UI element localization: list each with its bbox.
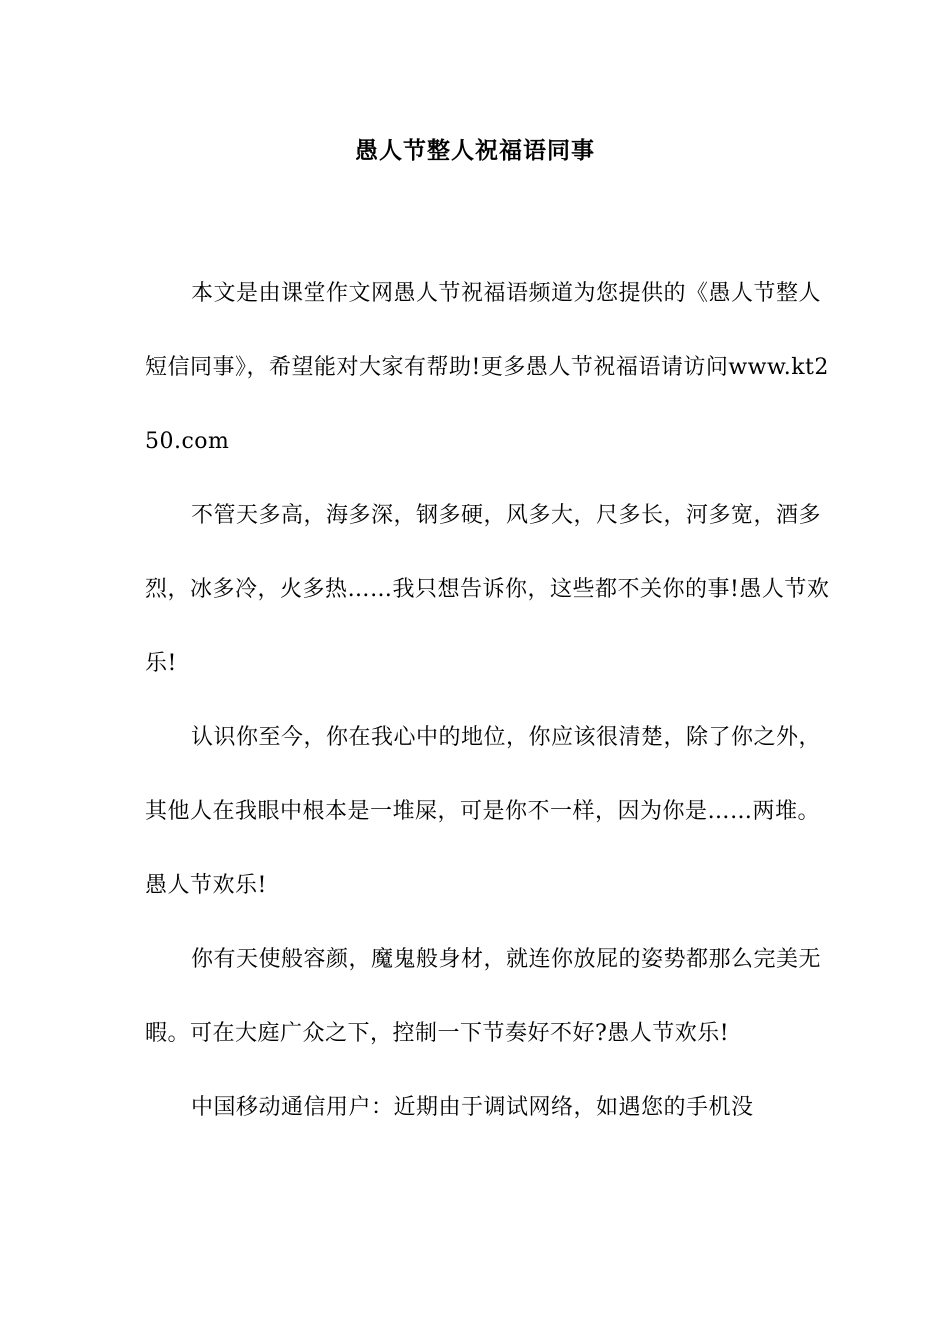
paragraph-greeting-1: 不管天多高，海多深，钢多硬，风多大，尺多长，河多宽，酒多烈，冰多冷，火多热……我只想告诉你，这些都不关你的事!愚人节欢乐! bbox=[145, 503, 830, 676]
paragraph-greeting-2: 认识你至今，你在我心中的地位，你应该很清楚，除了你之外，其他人在我眼中根本是一堆屎，可是你不一样，因为你是……两堆。愚人节欢乐! bbox=[145, 725, 822, 898]
paragraph-greeting-3: 你有天使般容颜，魔鬼般身材，就连你放屁的姿势都那么完美无暇。可在大庭广众之下，控制一下节奏好不好?愚人节欢乐! bbox=[145, 947, 822, 1046]
document-title: 愚人节整人祝福语同事 bbox=[355, 137, 595, 164]
document-body bbox=[145, 257, 835, 1145]
paragraph-greeting-4: 中国移动通信用户：近期由于调试网络，如遇您的手机没 bbox=[191, 1095, 754, 1120]
paragraph-intro: 本文是由课堂作文网愚人节祝福语频道为您提供的《愚人节整人短信同事》，希望能对大家有帮助!更多愚人节祝福语请访问www.kt250.com bbox=[145, 281, 829, 454]
